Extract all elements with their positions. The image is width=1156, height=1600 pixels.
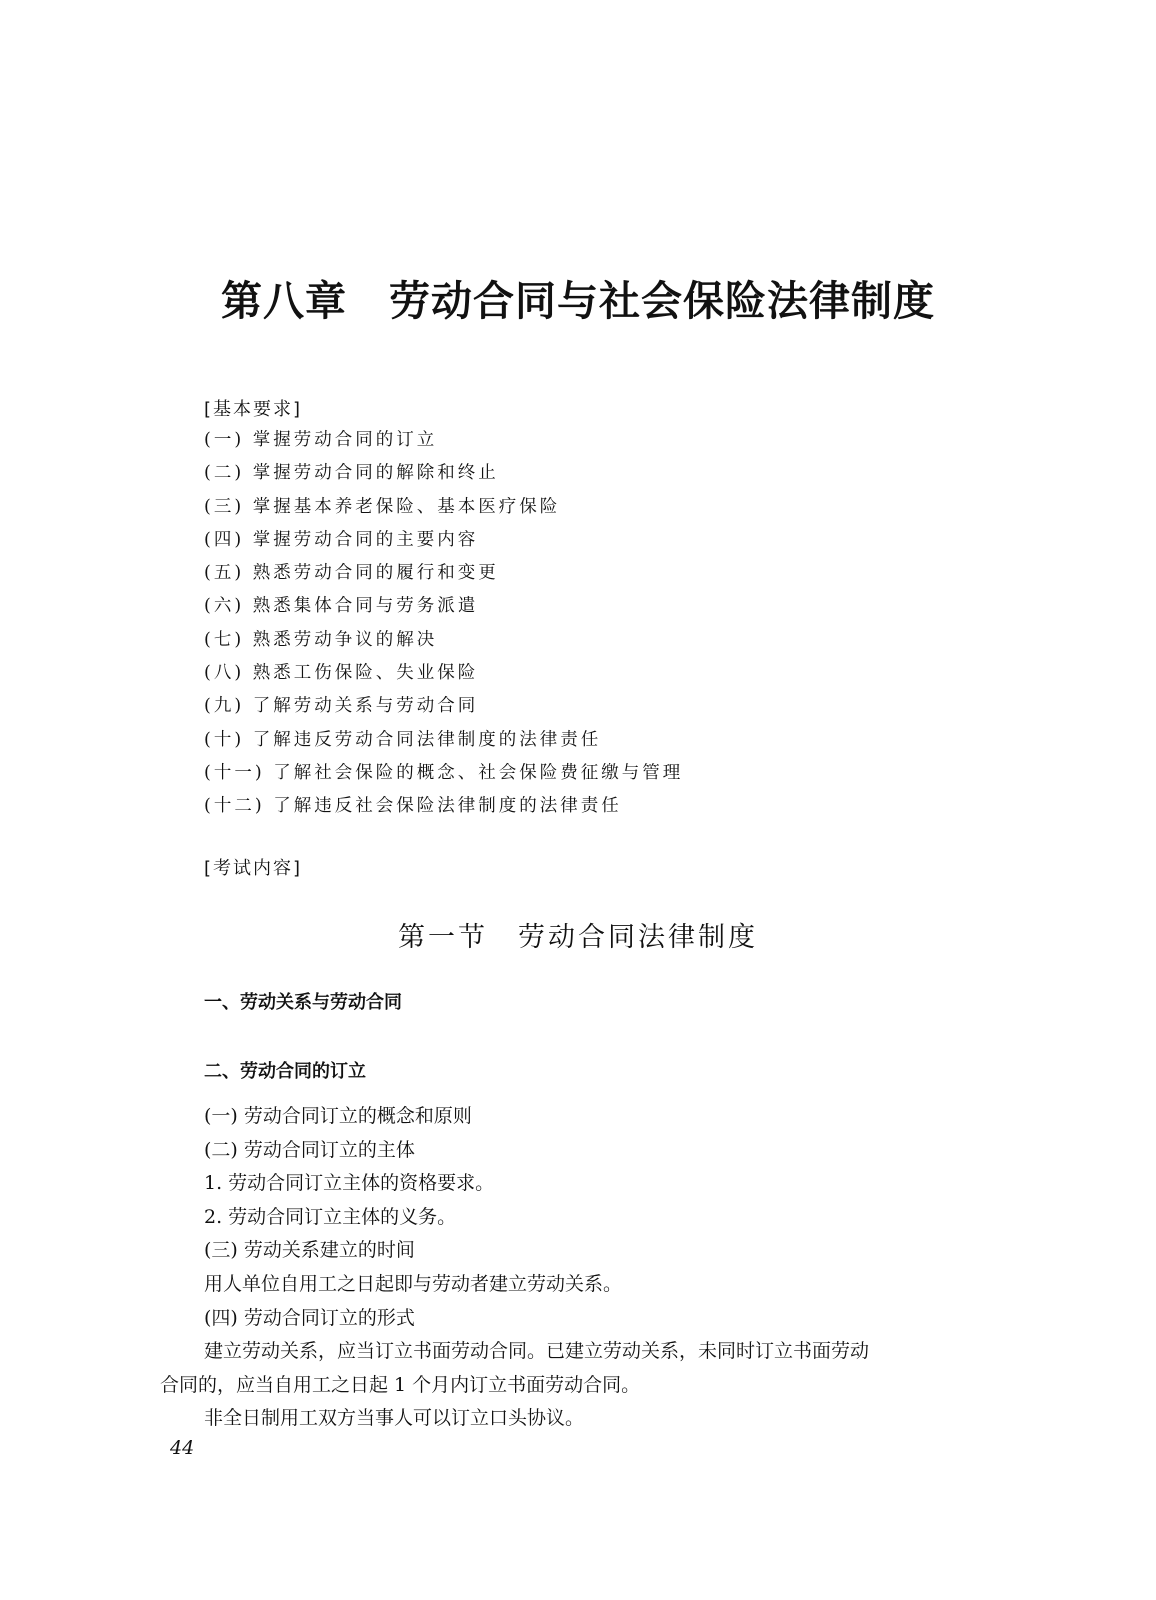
body-line: (四) 劳动合同订立的形式 [204, 1306, 415, 1329]
requirement-item: (四) 掌握劳动合同的主要内容 [204, 529, 479, 550]
body-line: (三) 劳动关系建立的时间 [204, 1239, 415, 1262]
requirement-item: (六) 熟悉集体合同与劳务派遣 [204, 596, 479, 617]
body-line: 2. 劳动合同订立主体的义务。 [204, 1205, 457, 1228]
requirement-item: (十一) 了解社会保险的概念、社会保险费征缴与管理 [204, 762, 684, 783]
exam-content-heading: [考试内容] [204, 858, 303, 879]
requirement-item: (二) 掌握劳动合同的解除和终止 [204, 463, 499, 484]
body-line: 用人单位自用工之日起即与劳动者建立劳动关系。 [204, 1272, 623, 1295]
basic-requirements-list [204, 424, 683, 824]
body-line: 合同的，应当自用工之日起 1 个月内订立书面劳动合同。 [160, 1373, 641, 1396]
requirement-item: (一) 掌握劳动合同的订立 [204, 430, 438, 450]
requirement-item: (十二) 了解违反社会保险法律制度的法律责任 [204, 796, 622, 817]
body-line: 建立劳动关系，应当订立书面劳动合同。已建立劳动关系，未同时订立书面劳动 [204, 1340, 870, 1363]
requirement-item: (三) 掌握基本养老保险、基本医疗保险 [204, 496, 561, 517]
requirement-item: (七) 熟悉劳动争议的解决 [204, 629, 438, 650]
subheading-labor-relations: 一、劳动关系与劳动合同 [204, 992, 402, 1013]
requirement-item: (九) 了解劳动关系与劳动合同 [204, 696, 479, 717]
subheading-contract-conclusion: 二、劳动合同的订立 [204, 1061, 366, 1082]
section-title: 第一节 劳动合同法律制度 [398, 922, 758, 953]
requirement-item: (十) 了解违反劳动合同法律制度的法律责任 [204, 729, 602, 750]
chapter-title: 第八章 劳动合同与社会保险法律制度 [221, 277, 935, 325]
body-line: 1. 劳动合同订立主体的资格要求。 [204, 1172, 495, 1195]
body-text [160, 1100, 990, 1436]
page-number: 44 [170, 1437, 195, 1459]
body-line: 非全日制用工双方当事人可以订立口头协议。 [204, 1407, 585, 1430]
requirement-item: (八) 熟悉工伤保险、失业保险 [204, 663, 479, 684]
basic-requirements-heading: [基本要求] [204, 399, 303, 420]
body-line: (一) 劳动合同订立的概念和原则 [204, 1105, 472, 1127]
body-line: (二) 劳动合同订立的主体 [204, 1138, 415, 1161]
requirement-item: (五) 熟悉劳动合同的履行和变更 [204, 563, 499, 584]
